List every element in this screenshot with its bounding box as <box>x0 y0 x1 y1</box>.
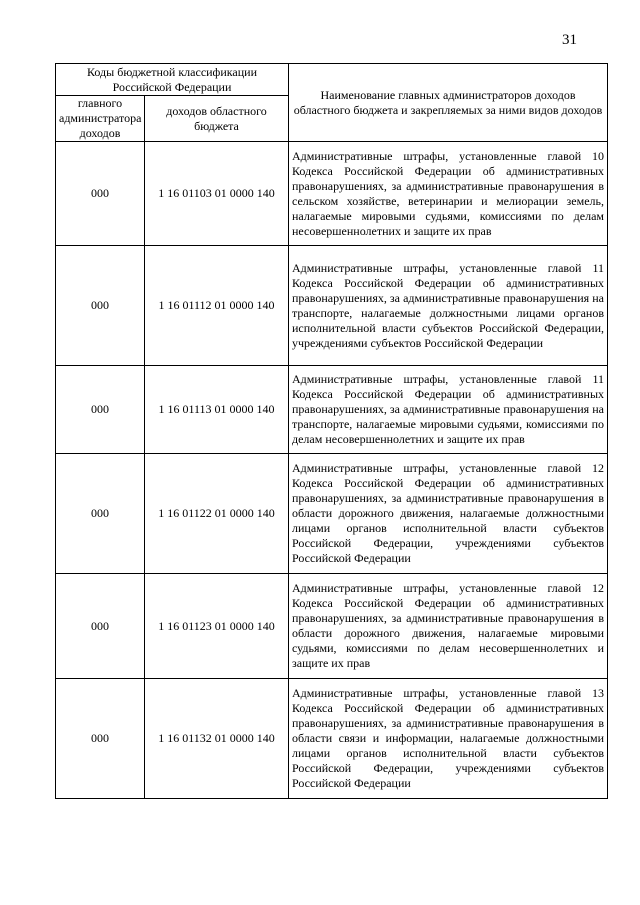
table-row <box>56 246 608 366</box>
header-name-column: Наименование главных администраторов доходов областного бюджета и закрепляемых за ними видов доходов <box>289 64 608 142</box>
budget-classification-table <box>55 63 608 799</box>
row-income-code: 1 16 01112 01 0000 140 <box>145 246 289 366</box>
row-admin-code: 000 <box>56 142 145 246</box>
table-row <box>56 142 608 246</box>
row-admin-code: 000 <box>56 246 145 366</box>
table-row <box>56 574 608 679</box>
row-income-code: 1 16 01132 01 0000 140 <box>145 679 289 799</box>
row-admin-code: 000 <box>56 366 145 454</box>
row-admin-code: 000 <box>56 454 145 574</box>
row-income-code: 1 16 01123 01 0000 140 <box>145 574 289 679</box>
row-admin-code: 000 <box>56 679 145 799</box>
header-income-column: доходов областного бюджета <box>145 96 289 142</box>
table-row <box>56 679 608 799</box>
row-income-code: 1 16 01122 01 0000 140 <box>145 454 289 574</box>
row-description: Административные штрафы, установленные главой 10 Кодекса Российской Федерации об административных правонарушениях, за административные правонарушения в сельском хозяйстве, ветеринарии и мелиорации земель, налагаемые мировыми судьями, комиссиями по делам несовершеннолетних и защите их прав <box>289 142 608 246</box>
table-header <box>56 64 608 142</box>
table-row <box>56 454 608 574</box>
row-description: Административные штрафы, установленные главой 11 Кодекса Российской Федерации об административных правонарушениях, за административные правонарушения на транспорте, налагаемые должностными лицами органов исполнительной власти субъектов Российской Федерации, учреждениями субъектов Российской Федерации <box>289 246 608 366</box>
row-admin-code: 000 <box>56 574 145 679</box>
page-number: 31 <box>562 32 577 48</box>
row-description: Административные штрафы, установленные главой 11 Кодекса Российской Федерации об административных правонарушениях, за административные правонарушения на транспорте, налагаемые мировыми судьями, комиссиями по делам несовершеннолетних и защите их прав <box>289 366 608 454</box>
table-row <box>56 366 608 454</box>
header-codes-group: Коды бюджетной классификации Российской Федерации <box>56 64 289 96</box>
row-income-code: 1 16 01113 01 0000 140 <box>145 366 289 454</box>
row-income-code: 1 16 01103 01 0000 140 <box>145 142 289 246</box>
row-description: Административные штрафы, установленные главой 13 Кодекса Российской Федерации об административных правонарушениях, за административные правонарушения в области связи и информации, налагаемые должностными лицами органов исполнительной власти субъектов Российской Федерации, учреждениями субъектов Российской Федерации <box>289 679 608 799</box>
row-description: Административные штрафы, установленные главой 12 Кодекса Российской Федерации об административных правонарушениях, за административные правонарушения в области дорожного движения, налагаемые мировыми судьями, комиссиями по делам несовершеннолетних и защите их прав <box>289 574 608 679</box>
header-admin-column: главного администратора доходов <box>56 96 145 142</box>
table-body <box>56 142 608 799</box>
row-description: Административные штрафы, установленные главой 12 Кодекса Российской Федерации об административных правонарушениях, за административные правонарушения в области дорожного движения, налагаемые должностными лицами органов исполнительной власти субъектов Российской Федерации, учреждениями субъектов Российской Федерации <box>289 454 608 574</box>
